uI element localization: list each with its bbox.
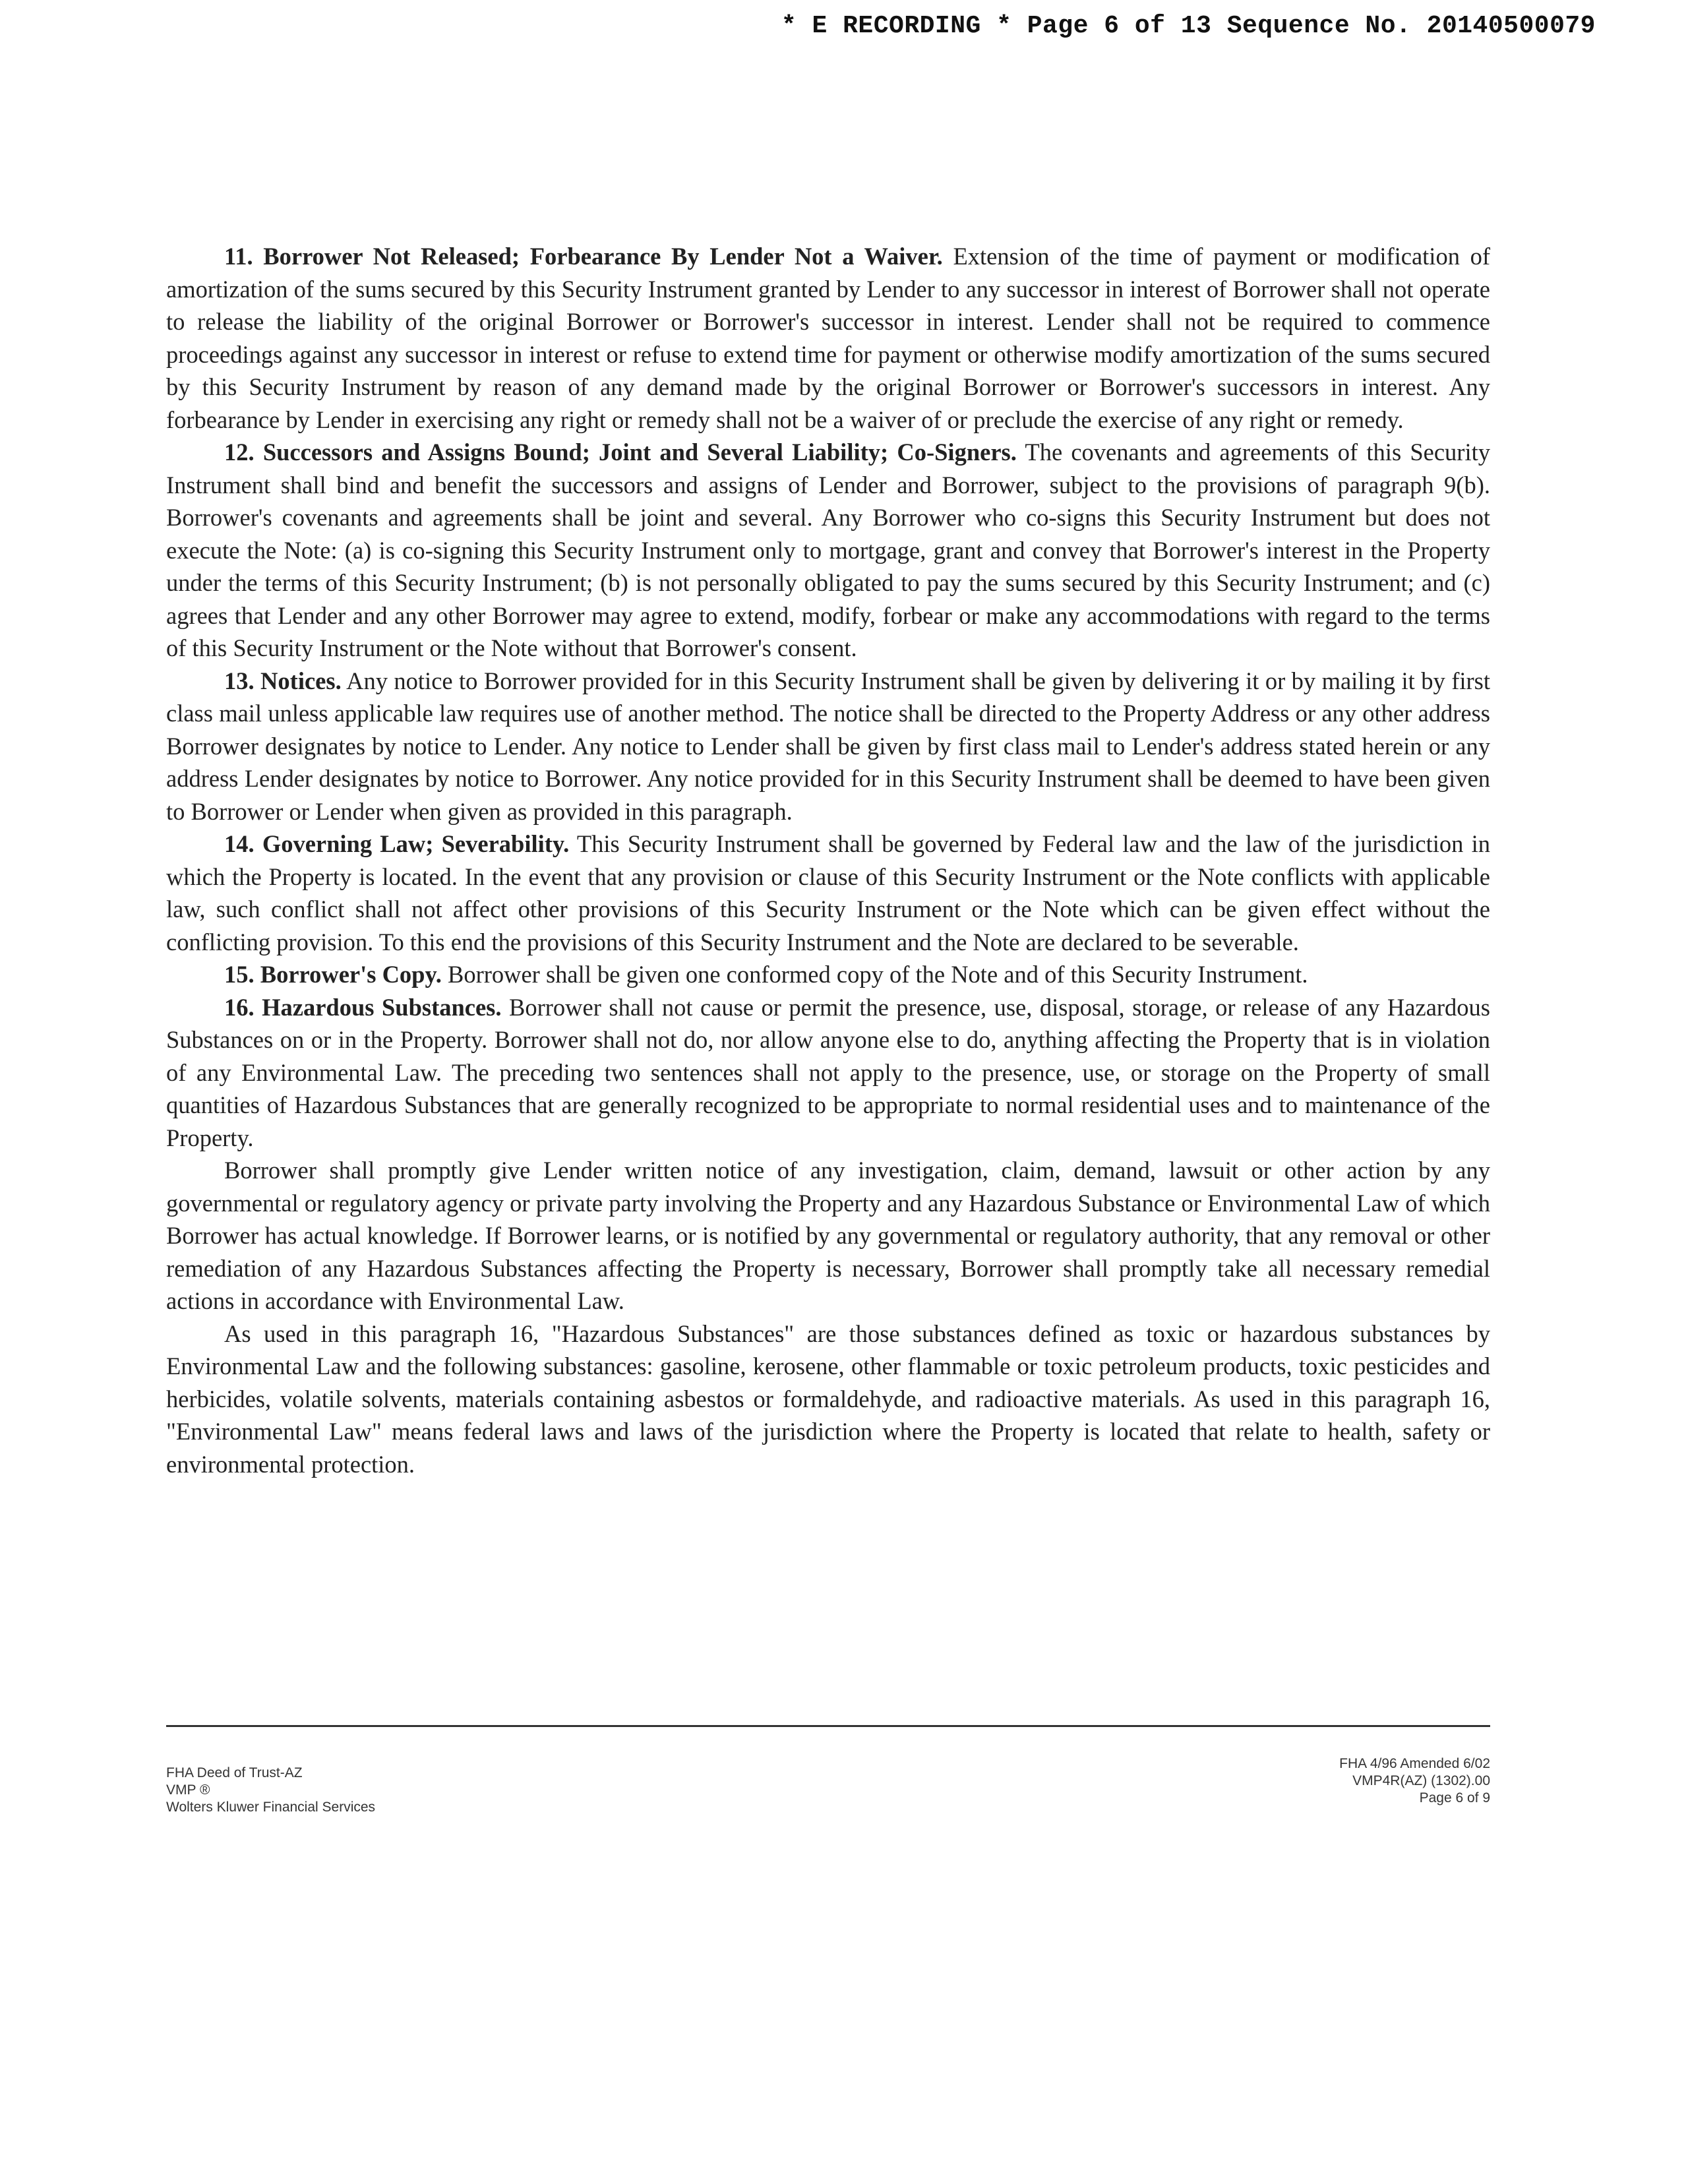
paragraph-heading: 14. Governing Law; Severability. xyxy=(224,830,570,857)
footer-form-title: FHA Deed of Trust-AZ xyxy=(166,1765,303,1780)
paragraph-text: The covenants and agreements of this Security Instrument shall bind and benefit the successors and assigns of Lender and Borrower, subject to the provisions of paragraph 9(b). Borrower's covenants and agreements shall be joint and several. Any Borrower who co-signs this Security Instrument but does not execute the Note: (a) is co-signing this Security Instrument only to mortgage, grant and convey that Borrower's interest in the Property under the terms of this Security Instrument; (b) is not personally obligated to pay the sums secured by this Security Instrument; and (c) agrees that Lender and any other Borrower may agree to extend, modify, forbear or make any accommodations with regard to the terms of this Security Instrument or the Note without that Borrower's consent. xyxy=(166,439,1490,661)
paragraph-heading: 15. Borrower's Copy. xyxy=(224,961,442,988)
paragraph-16-continued: Borrower shall promptly give Lender written notice of any investigation, claim, demand, lawsuit or other action by any governmental or regulatory agency or private party involving the Property and any Hazardous Substance or Environmental Law of which Borrower has actual knowledge. If Borrower learns, or is notified by any governmental or regulatory authority, that any removal or other remediation of any Hazardous Substances affecting the Property is necessary, Borrower shall promptly take all necessary remedial actions in accordance with Environmental Law. xyxy=(166,1157,1490,1314)
paragraph-11 xyxy=(166,240,1490,436)
paragraph-14 xyxy=(166,828,1490,958)
footer-page-number: Page 6 of 9 xyxy=(1419,1790,1490,1805)
paragraph-heading: 16. Hazardous Substances. xyxy=(224,993,502,1021)
footer-form-version xyxy=(1339,1755,1490,1807)
paragraph-15 xyxy=(166,958,1490,991)
footer-vmp-mark: VMP ® xyxy=(166,1782,210,1798)
paragraph-text: This Security Instrument shall be governed by Federal law and the law of the jurisdiction in which the Property is located. In the event that any provision or clause of this Security Instrument or the Note conflicts with applicable law, such conflict shall not affect other provisions of this Security Instrument or the Note which can be given effect without the conflicting provision. To this end the provisions of this Security Instrument and the Note are declared to be severable. xyxy=(166,830,1490,956)
footer-form-info xyxy=(166,1765,375,1816)
paragraph-text: Borrower shall not cause or permit the presence, use, disposal, storage, or release of any Hazardous Substances on or in the Property. Borrower shall not do, nor allow anyone else to do, anything affecting the Property that is in violation of any Environmental Law. The preceding two sentences shall not apply to the presence, use, or storage on the Property of small quantities of Hazardous Substances that are generally recognized to be appropriate to normal residential uses and to maintenance of the Property. xyxy=(166,993,1491,1151)
paragraph-16 xyxy=(166,991,1490,1155)
recording-header: * E RECORDING * Page 6 of 13 Sequence No. 20140500079 xyxy=(781,12,1596,40)
paragraph-text: Any notice to Borrower provided for in this Security Instrument shall be given by delivering it or by mailing it by first class mail unless applicable law requires use of another method. The notice shall be directed to the Property Address or any other address Borrower designates by notice to Lender. Any notice to Lender shall be given by first class mail to Lender's address stated herein or any address Lender designates by notice to Borrower. Any notice provided for in this Security Instrument shall be deemed to have been given to Borrower or Lender when given as provided in this paragraph. xyxy=(166,667,1490,825)
paragraph-12 xyxy=(166,436,1490,665)
footer-rule xyxy=(166,1725,1490,1727)
footer-form-revision: FHA 4/96 Amended 6/02 xyxy=(1339,1756,1490,1771)
paragraph-heading: 11. Borrower Not Released; Forbearance By Lender Not a Waiver. xyxy=(224,243,943,270)
document-body xyxy=(166,240,1490,1480)
footer-form-code: VMP4R(AZ) (1302).00 xyxy=(1352,1773,1490,1788)
paragraph-text: Borrower shall be given one conformed copy of the Note and of this Security Instrument. xyxy=(447,961,1308,988)
paragraph-16-definitions: As used in this paragraph 16, "Hazardous Substances" are those substances defined as toxic or hazardous substances by Environmental Law and the following substances: gasoline, kerosene, other flammable or toxic petroleum products, toxic pesticides and herbicides, volatile solvents, materials containing asbestos or formaldehyde, and radioactive materials. As used in this paragraph 16, "Environmental Law" means federal laws and laws of the jurisdiction where the Property is located that relate to health, safety or environmental protection. xyxy=(166,1320,1490,1478)
paragraph-heading: 13. Notices. xyxy=(224,667,342,694)
footer-publisher: Wolters Kluwer Financial Services xyxy=(166,1800,376,1815)
paragraph-text: Extension of the time of payment or modification of amortization of the sums secured by this Security Instrument granted by Lender to any successor in interest of Borrower shall not operate to release the liability of the original Borrower or Borrower's successor in interest. Lender shall not be required to commence proceedings against any successor in interest or refuse to extend time for payment or otherwise modify amortization of the sums secured by this Security Instrument by reason of any demand made by the original Borrower or Borrower's successors in interest. Any forbearance by Lender in exercising any right or remedy shall not be a waiver of or preclude the exercise of any right or remedy. xyxy=(166,243,1491,433)
paragraph-13 xyxy=(166,665,1490,828)
paragraph-heading: 12. Successors and Assigns Bound; Joint and Several Liability; Co-Signers. xyxy=(224,439,1017,466)
